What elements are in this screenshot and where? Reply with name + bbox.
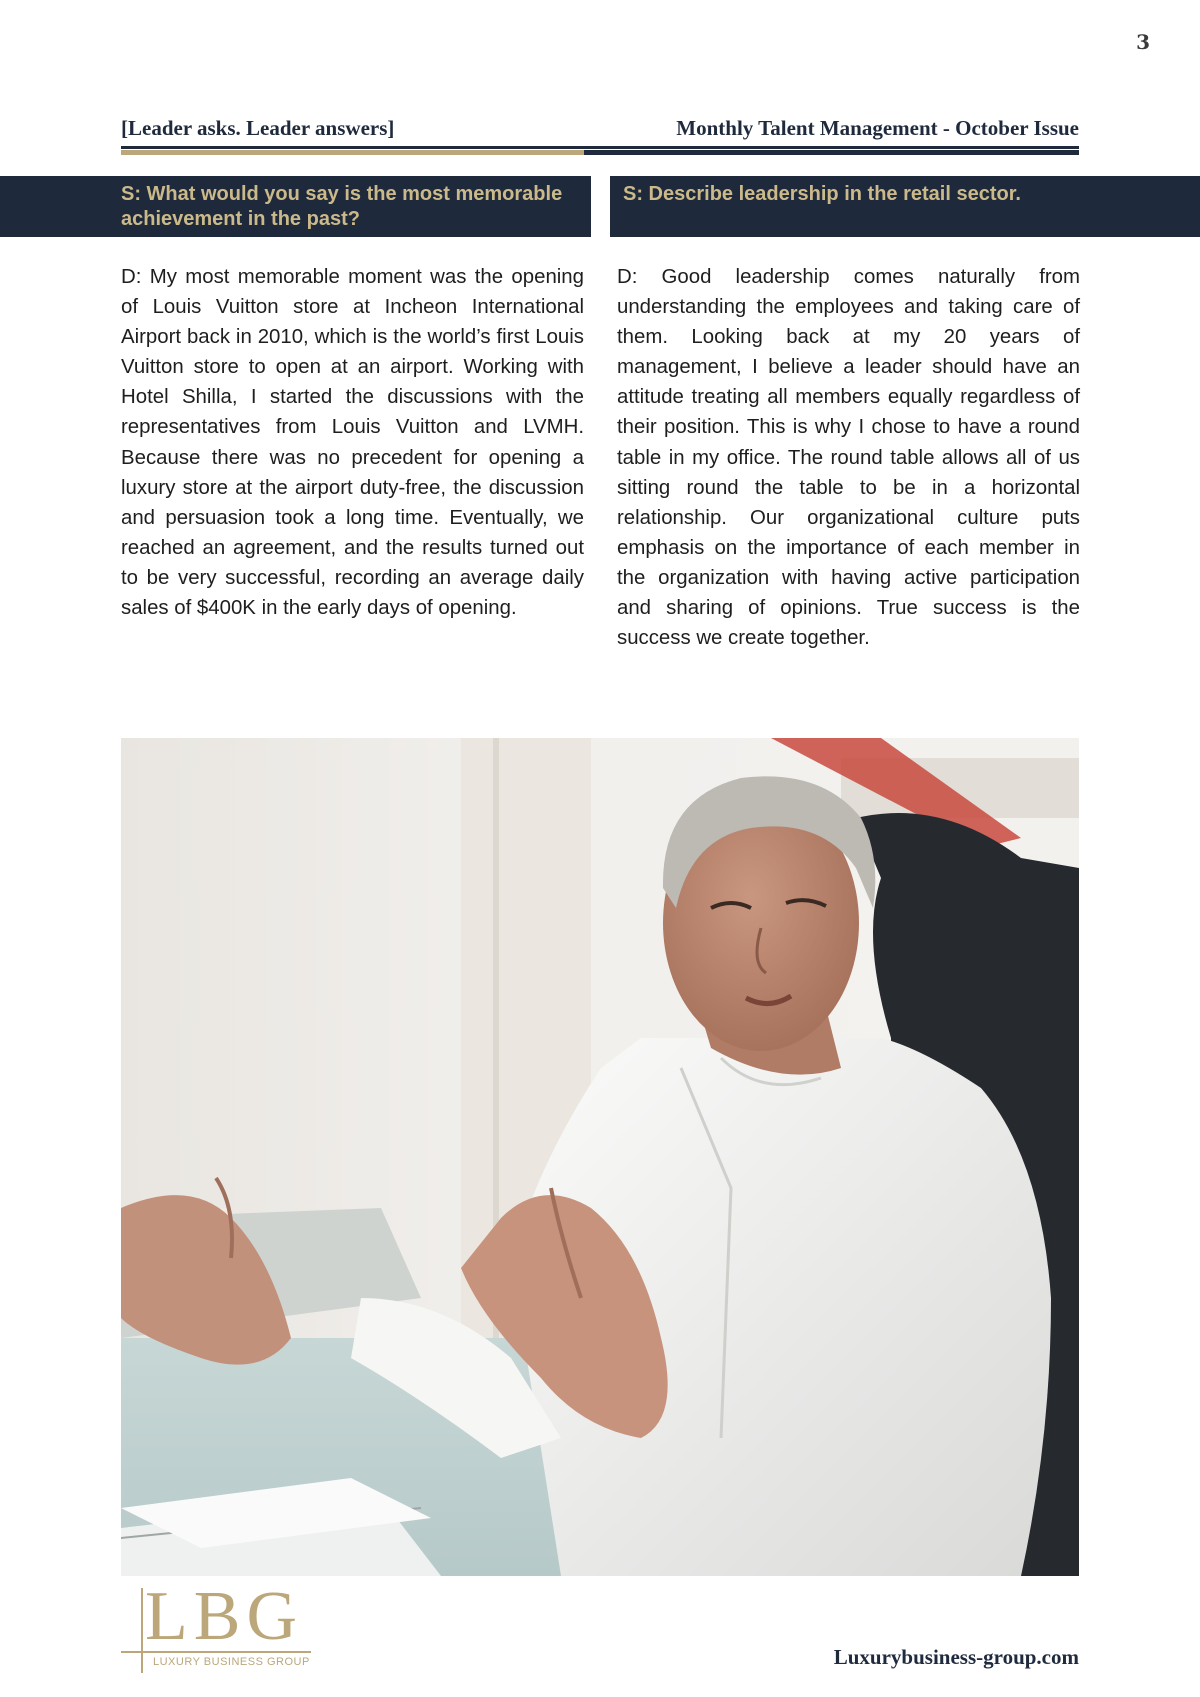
header-rule-gold xyxy=(121,150,584,155)
page-number: 3 xyxy=(1136,30,1150,54)
lbg-logo xyxy=(121,1578,311,1673)
website-link[interactable]: Luxurybusiness-group.com xyxy=(833,1645,1079,1669)
header-rule xyxy=(121,146,1079,149)
header-rule-navy xyxy=(584,150,1079,155)
interview-photo xyxy=(121,738,1079,1576)
logo-tagline: LUXURY BUSINESS GROUP xyxy=(153,1656,310,1668)
section-title: [Leader asks. Leader answers] xyxy=(121,116,395,140)
question-left-text: S: What would you say is the most memorable achievement in the past? xyxy=(121,183,563,230)
logo-letters: LBG xyxy=(145,1578,303,1655)
logo-vertical-line xyxy=(141,1588,143,1673)
answer-left: D: My most memorable moment was the opening of Louis Vuitton store at Incheon International Airport back in 2010, which is the world’s first Louis Vuitton store to open at an airport. Working with Hotel Shilla, I started the discussions with the representatives from Louis Vuitton and LVMH. Because there was no precedent for opening a luxury store at the airport duty-free, the discussion and persuasion took a long time. Eventually, we reached an agreement, and the results turned out to be very successful, recording an average daily sales of $400K in the early days of opening. xyxy=(121,266,584,620)
question-right-text: S: Describe leadership in the retail sector. xyxy=(623,183,1021,205)
question-left-banner xyxy=(0,176,591,237)
issue-title: Monthly Talent Management - October Issue xyxy=(676,116,1079,140)
question-right-banner xyxy=(610,176,1200,237)
answer-right: D: Good leadership comes naturally from understanding the employees and taking care of them. Looking back at my 20 years of management, I believe a leader should have an attitude treating all members equally regardless of their position. This is why I chose to have a round table in my office. The round table allows all of us sitting round the table to be in a horizontal relationship. Our organizational culture puts emphasis on the importance of each member in the organization with having active participation and sharing of opinions. True success is the success we create together. xyxy=(617,266,1080,650)
